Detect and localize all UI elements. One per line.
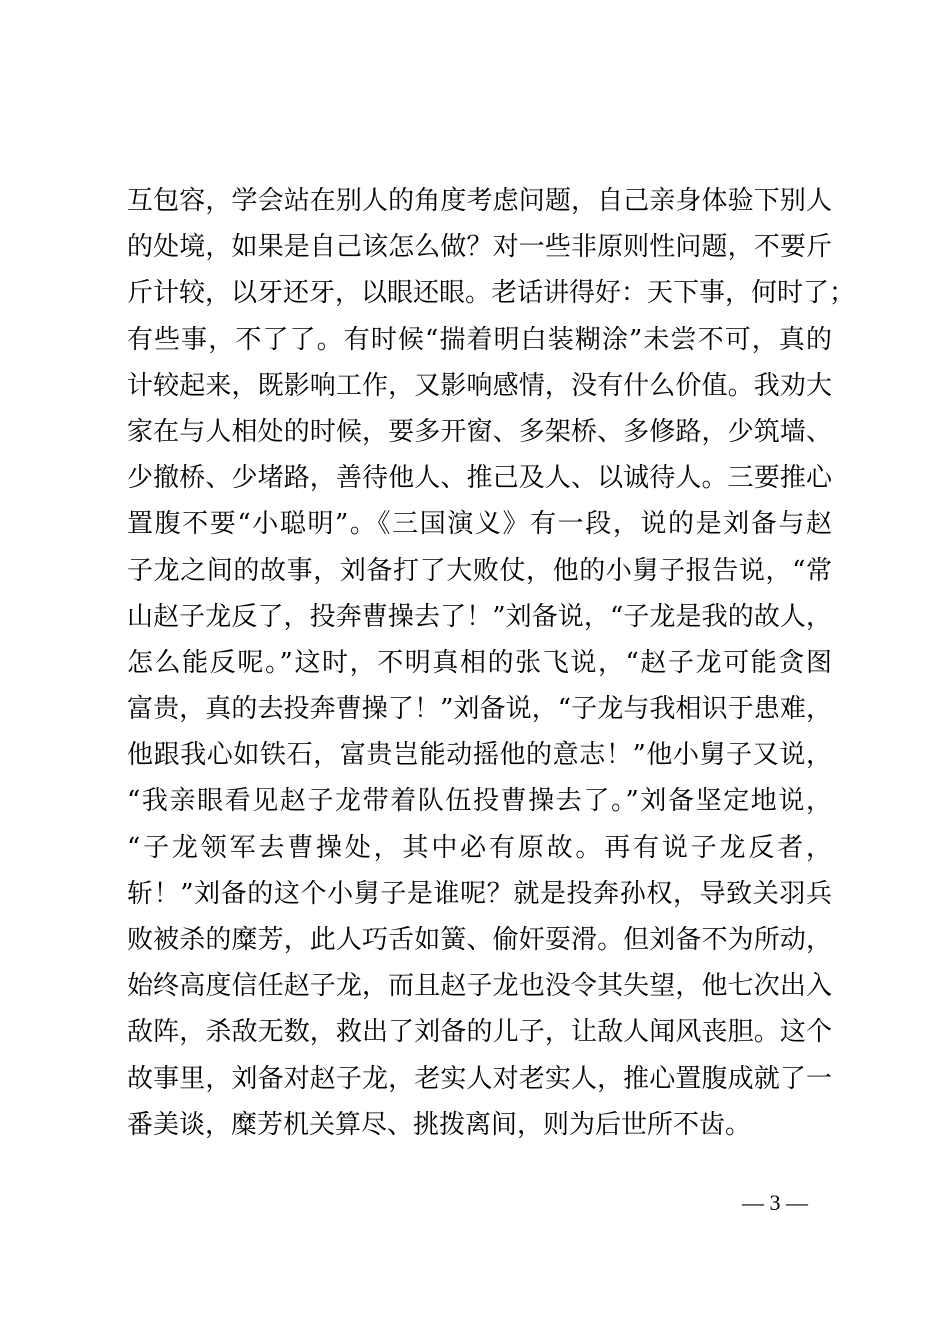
text-line: 他跟我心如铁石，富贵岂能动摇他的意志！”他小舅子又说， (127, 740, 832, 771)
text-line: 家在与人相处的时候，要多开窗、多架桥、多修路，少筑墙、 (127, 416, 832, 447)
text-line: 少撤桥、少堵路，善待他人、推己及人、以诚待人。三要推心 (127, 463, 832, 494)
text-line: 计较起来，既影响工作，又影响感情，没有什么价值。我劝大 (127, 370, 832, 401)
text-line: 始终高度信任赵子龙，而且赵子龙也没令其失望，他七次出入 (127, 971, 832, 1002)
text-line: 败被杀的糜芳，此人巧舌如簧、偷奸耍滑。但刘备不为所动， (127, 925, 832, 955)
text-line: 怎么能反呢。”这时，不明真相的张飞说，“赵子龙可能贪图 (127, 647, 832, 678)
text-line: 番美谈，糜芳机关算尽、挑拨离间，则为后世所不齿。 (127, 1109, 752, 1140)
page-number: — 3 — (742, 1190, 808, 1215)
text-line: 斤计较，以牙还牙，以眼还眼。老话讲得好：天下事，何时了； (127, 278, 856, 309)
text-line: 置腹不要“小聪明”。《三国演义》有一段，说的是刘备与赵 (127, 509, 832, 540)
text-line: 的处境，如果是自己该怎么做？对一些非原则性问题，不要斤 (127, 232, 832, 263)
text-line: “子龙领军去曹操处，其中必有原故。再有说子龙反者， (127, 832, 832, 863)
text-line: “我亲眼看见赵子龙带着队伍投曹操去了。”刘备坚定地说， (127, 786, 832, 817)
text-line: 敌阵，杀敌无数，救出了刘备的儿子，让敌人闻风丧胆。这个 (127, 1017, 832, 1048)
text-line: 子龙之间的故事，刘备打了大败仗，他的小舅子报告说，“常 (127, 555, 832, 586)
text-line: 有些事，不了了。有时候“揣着明白装糊涂”未尝不可，真的 (127, 324, 832, 355)
text-line: 斩！”刘备的这个小舅子是谁呢？就是投奔孙权，导致关羽兵 (127, 878, 832, 909)
body-paragraph (127, 178, 856, 1148)
text-line: 故事里，刘备对赵子龙，老实人对老实人，推心置腹成就了一 (127, 1063, 832, 1094)
text-line: 山赵子龙反了，投奔曹操去了！”刘备说，“子龙是我的故人， (127, 601, 832, 632)
text-line: 互包容，学会站在别人的角度考虑问题，自己亲身体验下别人 (127, 186, 832, 216)
text-line: 富贵，真的去投奔曹操了！”刘备说，“子龙与我相识于患难， (127, 694, 832, 725)
